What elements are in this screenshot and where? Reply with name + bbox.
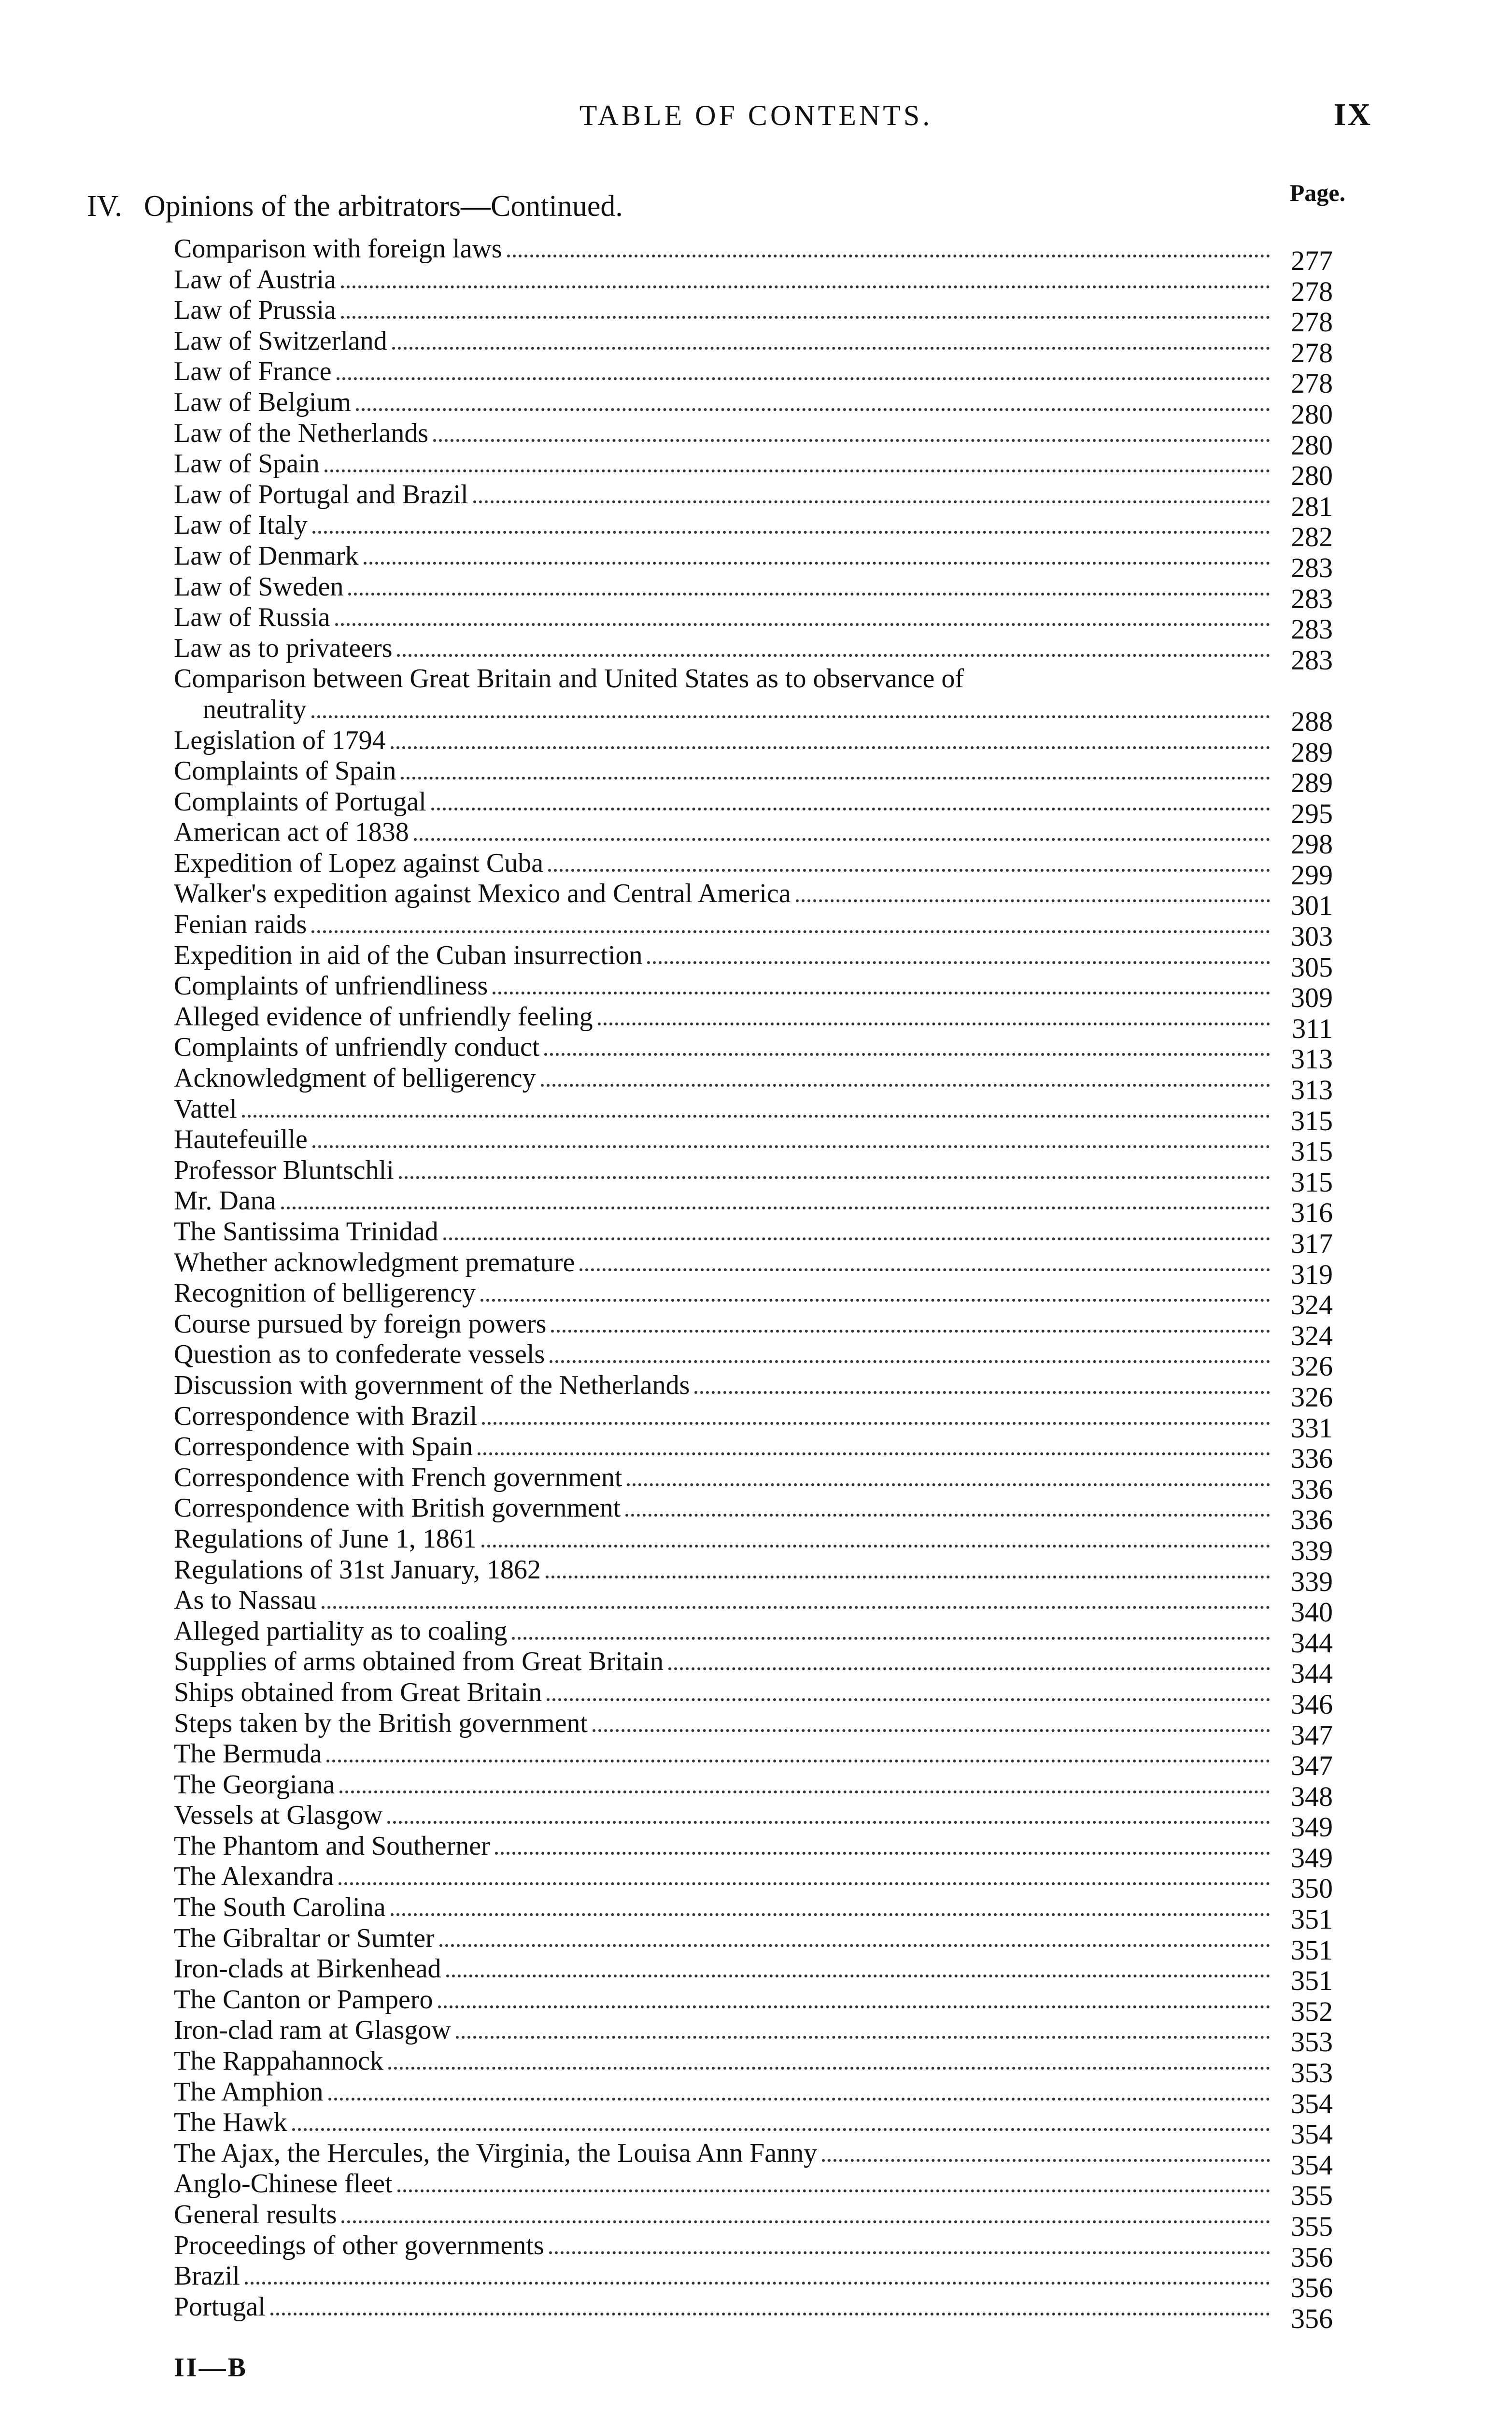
toc-entry-page: 283: [1291, 644, 1333, 676]
section-number: IV.: [87, 190, 122, 223]
toc-entry: [174, 1673, 1333, 1720]
dot-leader: [627, 1458, 1270, 1486]
toc-entry: [174, 1274, 1333, 1321]
toc-entry-page: 313: [1291, 1074, 1333, 1106]
toc-entry: [174, 1980, 1333, 2027]
toc-entry: [174, 1397, 1333, 1444]
toc-entry-page: 356: [1291, 2302, 1333, 2334]
toc-entry-title: Ships obtained from Great Britain: [174, 1677, 542, 1707]
toc-entry-page: 319: [1291, 1258, 1333, 1290]
toc-entry: [174, 659, 1333, 694]
toc-entry-title: The Ajax, the Hercules, the Virginia, the Louisa Ann Fanny: [174, 2138, 818, 2168]
toc-entry-page: 278: [1291, 368, 1333, 399]
toc-entry-page: 324: [1291, 1320, 1333, 1351]
toc-entry-title: Regulations of 31st January, 1862: [174, 1554, 541, 1585]
toc-entry-page: 354: [1291, 2118, 1333, 2150]
signature-mark: II—B: [174, 2353, 248, 2383]
toc-entry: [174, 782, 1333, 829]
toc-entry-page: 352: [1291, 1995, 1333, 2027]
toc-entry: [174, 874, 1333, 922]
dot-leader: [339, 1857, 1270, 1885]
toc-entry-title: Question as to confederate vessels: [174, 1339, 545, 1370]
toc-entry: [174, 2195, 1333, 2242]
toc-entry: [174, 629, 1333, 676]
toc-entry: [174, 1489, 1333, 1536]
toc-entry: [174, 1427, 1333, 1475]
toc-entry: [174, 2226, 1333, 2273]
dot-leader: [548, 844, 1270, 872]
toc-entry-page: 331: [1291, 1412, 1333, 1444]
toc-entry: [174, 1181, 1333, 1229]
toc-entry-title: Law of Austria: [174, 264, 336, 295]
toc-entry: [174, 905, 1333, 952]
dot-leader: [482, 1397, 1270, 1425]
toc-entry-page: 280: [1291, 429, 1333, 461]
toc-entry-page: 356: [1291, 2241, 1333, 2273]
toc-entry-title: The Santissima Trinidad: [174, 1217, 438, 1247]
dot-leader: [328, 2073, 1270, 2101]
dot-leader: [431, 782, 1270, 810]
section-title: Opinions of the arbitrators—Continued.: [144, 190, 623, 223]
toc-entry-page: 347: [1291, 1750, 1333, 1782]
toc-entry-page: 348: [1291, 1780, 1333, 1812]
toc-entry-title: Law of Portugal and Brazil: [174, 479, 468, 510]
toc-entry-title: neutrality: [203, 694, 307, 724]
toc-entry: [174, 1919, 1333, 1966]
dot-leader: [493, 966, 1270, 994]
toc-entry-title: Complaints of unfriendliness: [174, 971, 488, 1001]
toc-entry-title: Alleged evidence of unfriendly feeling: [174, 1001, 593, 1032]
toc-entry: [174, 475, 1333, 522]
dot-leader: [322, 1581, 1270, 1609]
toc-entry: [174, 1120, 1333, 1167]
dot-leader: [312, 506, 1270, 534]
toc-entry-title: Correspondence with Brazil: [174, 1401, 478, 1431]
toc-entry-title: General results: [174, 2200, 337, 2230]
toc-entry-title: American act of 1838: [174, 817, 409, 848]
toc-entry-title: Fenian raids: [174, 909, 307, 940]
toc-entry-page: 305: [1291, 951, 1333, 983]
toc-entry: [174, 1059, 1333, 1106]
toc-entry-page: 281: [1291, 490, 1333, 522]
toc-entry-page: 347: [1291, 1719, 1333, 1751]
toc-entry-page: 283: [1291, 582, 1333, 614]
dot-leader: [312, 1120, 1270, 1148]
toc-entry-title: Walker's expedition against Mexico and Central America: [174, 879, 791, 909]
toc-entry-title: Law as to privateers: [174, 633, 393, 663]
toc-entry: [174, 1090, 1333, 1136]
toc-entry-page: 336: [1291, 1504, 1333, 1536]
toc-entry-title: Law of the Netherlands: [174, 418, 429, 448]
toc-entry-page: 317: [1291, 1228, 1333, 1259]
dot-leader: [625, 1489, 1270, 1517]
dot-leader: [433, 414, 1270, 442]
toc-entry-page: 288: [1291, 705, 1333, 737]
toc-entry: [174, 260, 1333, 307]
section-heading: [87, 189, 623, 224]
toc-entry-page: 301: [1291, 890, 1333, 922]
toc-entry-page: 351: [1291, 1965, 1333, 1997]
toc-entry-title: Law of Russia: [174, 602, 330, 633]
dot-leader: [439, 1919, 1270, 1947]
toc-entry-page: 282: [1291, 521, 1333, 553]
toc-entry-title: The Rappahannock: [174, 2046, 383, 2076]
toc-entry: [174, 2011, 1333, 2058]
dot-leader: [446, 1949, 1270, 1977]
toc-entry-page: 311: [1292, 1012, 1333, 1044]
toc-entry: [174, 2287, 1333, 2334]
toc-entry-title: Proceedings of other governments: [174, 2230, 544, 2260]
toc-entry-page: 280: [1291, 398, 1333, 430]
toc-entry: [174, 383, 1333, 430]
toc-entry-title: Hautefeuille: [174, 1124, 308, 1155]
toc-entry-title: Supplies of arms obtained from Great Britain: [174, 1647, 664, 1677]
dot-leader: [549, 2226, 1270, 2254]
dot-leader: [391, 1888, 1270, 1916]
dot-leader: [480, 1274, 1270, 1302]
toc-entry-title: The Hawk: [174, 2107, 287, 2138]
toc-entry: [174, 352, 1333, 399]
toc-entry-title: Law of Prussia: [174, 295, 336, 326]
dot-leader: [356, 383, 1270, 411]
toc-entry: [174, 997, 1333, 1044]
dot-leader: [388, 2042, 1270, 2070]
toc-entry-title: The South Carolina: [174, 1892, 386, 1923]
dot-leader: [245, 2257, 1270, 2285]
toc-entry-page: 289: [1291, 736, 1333, 768]
toc-entry: [174, 2257, 1333, 2304]
toc-entry-page: 351: [1291, 1934, 1333, 1966]
toc-entry-page: 339: [1291, 1565, 1333, 1597]
toc-entry: [174, 1335, 1333, 1382]
toc-entry-page: 278: [1291, 337, 1333, 369]
dot-leader: [443, 1212, 1270, 1240]
toc-entry: [174, 1550, 1333, 1597]
toc-entry: [174, 1212, 1333, 1259]
toc-entry-page: 315: [1291, 1105, 1333, 1136]
toc-entry-page: 278: [1291, 275, 1333, 307]
dot-leader: [326, 1734, 1270, 1762]
toc-entry-page: 355: [1291, 2180, 1333, 2212]
toc-entry-title: Regulations of June 1, 1861: [174, 1523, 477, 1554]
toc-entry-title: Correspondence with Spain: [174, 1432, 473, 1462]
dot-leader: [387, 1796, 1270, 1824]
toc-entry: [174, 2164, 1333, 2212]
toc-entry-page: 349: [1291, 1811, 1333, 1843]
toc-entry-page: 353: [1291, 2026, 1333, 2058]
toc-entry-title: Discussion with government of the Netherlands: [174, 1370, 690, 1400]
toc-entry-title: The Gibraltar or Sumter: [174, 1923, 435, 1953]
toc-entry-title: Complaints of unfriendly conduct: [174, 1032, 540, 1063]
toc-entry: [174, 1642, 1333, 1690]
dot-leader: [325, 444, 1270, 472]
toc-entry-page: 315: [1291, 1166, 1333, 1198]
toc-entry: [174, 721, 1333, 768]
toc-entry-page: 299: [1291, 859, 1333, 891]
toc-entry-page: 289: [1291, 767, 1333, 799]
toc-entry-title: Complaints of Portugal: [174, 786, 426, 817]
toc-entry-page: 344: [1291, 1627, 1333, 1659]
toc-entry-page: 326: [1291, 1381, 1333, 1413]
dot-leader: [341, 291, 1270, 319]
toc-entry-title: Law of Spain: [174, 449, 320, 479]
dot-leader: [551, 1305, 1270, 1333]
toc-entry-page: 324: [1291, 1289, 1333, 1321]
toc-entry-page: 280: [1291, 460, 1333, 492]
dot-leader: [478, 1427, 1270, 1455]
toc-entry-title: Correspondence with British government: [174, 1493, 621, 1523]
toc-entry-title: Professor Bluntschli: [174, 1155, 394, 1185]
toc-entry: [174, 1458, 1333, 1505]
toc-entry-title: The Amphion: [174, 2076, 324, 2107]
toc-entry-title: Comparison between Great Britain and United States as to observance of: [174, 664, 964, 694]
toc-entry-title: Law of Switzerland: [174, 326, 387, 356]
dot-leader: [348, 568, 1270, 596]
toc-entry: [174, 598, 1333, 645]
toc-entry: [174, 1765, 1333, 1812]
toc-entry: [174, 1734, 1333, 1782]
dot-leader: [341, 2195, 1270, 2223]
toc-entry-title: Course pursued by foreign powers: [174, 1308, 547, 1339]
toc-entry-page: 354: [1291, 2088, 1333, 2119]
dot-leader: [593, 1704, 1270, 1732]
toc-entry-title: Acknowledgment of belligerency: [174, 1063, 536, 1094]
toc-entry: [174, 1243, 1333, 1290]
dot-leader: [668, 1642, 1270, 1670]
toc-entry-title: As to Nassau: [174, 1585, 317, 1616]
toc-entry: [174, 2042, 1333, 2089]
toc-entry-title: Expedition in aid of the Cuban insurrection: [174, 940, 643, 970]
toc-entry-page: 351: [1291, 1904, 1333, 1935]
toc-entry-page: 315: [1291, 1136, 1333, 1167]
dot-leader: [335, 598, 1270, 626]
dot-leader: [438, 1980, 1270, 2008]
dot-leader: [550, 1335, 1270, 1363]
toc-entry-page: 326: [1291, 1350, 1333, 1382]
dot-leader: [397, 2164, 1270, 2192]
toc-entry: [174, 291, 1333, 338]
dot-leader: [544, 1028, 1270, 1056]
toc-entry: [174, 1581, 1333, 1628]
dot-leader: [647, 936, 1270, 964]
toc-entry-title: Brazil: [174, 2261, 240, 2291]
dot-leader: [694, 1366, 1270, 1394]
toc-entry-title: Mr. Dana: [174, 1186, 276, 1216]
dot-leader: [495, 1827, 1270, 1855]
toc-entry: [174, 2103, 1333, 2150]
toc-entry: [174, 2134, 1333, 2181]
toc-entry-title: Legislation of 1794: [174, 725, 386, 755]
toc-entry-page: 349: [1291, 1842, 1333, 1874]
dot-leader: [391, 721, 1270, 749]
toc-entry-title: Law of France: [174, 356, 332, 387]
dot-leader: [337, 352, 1270, 380]
toc-entry: [174, 1888, 1333, 1935]
toc-entry-page: 283: [1291, 613, 1333, 645]
toc-entry-page: 350: [1291, 1873, 1333, 1904]
toc-entry: [174, 966, 1333, 1014]
toc-entry-page: 336: [1291, 1443, 1333, 1475]
dot-leader: [822, 2134, 1270, 2162]
toc-entry-title: The Canton or Pampero: [174, 1984, 433, 2015]
dot-leader: [341, 260, 1270, 288]
toc-entry-title: Recognition of belligerency: [174, 1278, 476, 1308]
toc-entry-title: Portugal: [174, 2291, 266, 2322]
page-column-label: Page.: [1289, 179, 1345, 206]
dot-leader: [242, 1090, 1270, 1118]
toc-entry: [174, 752, 1333, 799]
toc-list: [174, 229, 1333, 2334]
dot-leader: [339, 1765, 1270, 1793]
toc-entry-page: 353: [1291, 2057, 1333, 2089]
toc-entry-page: 313: [1291, 1043, 1333, 1075]
toc-entry: [174, 1949, 1333, 1997]
toc-entry-title: Iron-clads at Birkenhead: [174, 1954, 441, 1984]
toc-entry: [174, 813, 1333, 860]
toc-entry: [174, 414, 1333, 461]
toc-entry: [174, 322, 1333, 369]
toc-entry-page: 309: [1291, 982, 1333, 1014]
dot-leader: [547, 1673, 1270, 1701]
toc-entry: [174, 1827, 1333, 1874]
dot-leader: [456, 2011, 1270, 2039]
toc-entry-page: 316: [1291, 1197, 1333, 1229]
toc-entry: [174, 1796, 1333, 1843]
toc-entry: [174, 1151, 1333, 1198]
toc-entry: [174, 690, 1333, 737]
toc-entry: [174, 1305, 1333, 1351]
toc-entry-page: 344: [1291, 1658, 1333, 1690]
dot-leader: [473, 475, 1270, 503]
toc-entry-title: The Bermuda: [174, 1739, 322, 1769]
dot-leader: [414, 813, 1270, 841]
dot-leader: [292, 2103, 1270, 2131]
toc-entry-title: The Georgiana: [174, 1769, 335, 1800]
toc-entry-title: Comparison with foreign laws: [174, 234, 502, 264]
running-title: TABLE OF CONTENTS.: [579, 99, 933, 131]
toc-entry-page: 283: [1291, 552, 1333, 583]
toc-entry-page: 303: [1291, 921, 1333, 952]
dot-leader: [507, 229, 1270, 257]
toc-entry-title: Vattel: [174, 1094, 237, 1124]
toc-entry: [174, 444, 1333, 492]
page-number: IX: [1333, 97, 1372, 132]
toc-entry-page: 278: [1291, 306, 1333, 338]
toc-entry: [174, 1520, 1333, 1566]
dot-leader: [397, 629, 1270, 657]
dot-leader: [311, 690, 1270, 718]
toc-entry-title: Complaints of Spain: [174, 756, 396, 786]
toc-entry-page: 339: [1291, 1534, 1333, 1566]
toc-entry: [174, 1028, 1333, 1075]
dot-leader: [270, 2287, 1270, 2316]
toc-entry-title: Iron-clad ram at Glasgow: [174, 2015, 451, 2046]
toc-entry-title: Vessels at Glasgow: [174, 1800, 383, 1831]
toc-entry-title: Law of Belgium: [174, 387, 352, 417]
toc-entry-title: The Alexandra: [174, 1861, 334, 1892]
dot-leader: [481, 1520, 1270, 1548]
dot-leader: [579, 1243, 1270, 1271]
toc-entry: [174, 506, 1333, 553]
toc-entry-title: The Phantom and Southerner: [174, 1831, 490, 1861]
toc-entry: [174, 537, 1333, 583]
toc-entry-title: Law of Italy: [174, 510, 308, 540]
dot-leader: [541, 1059, 1270, 1087]
toc-entry-title: Anglo-Chinese fleet: [174, 2169, 393, 2199]
toc-entry-page: 340: [1291, 1596, 1333, 1628]
dot-leader: [399, 1151, 1270, 1179]
dot-leader: [512, 1612, 1270, 1640]
dot-leader: [598, 997, 1270, 1025]
dot-leader: [392, 322, 1270, 350]
toc-entry: [174, 1612, 1333, 1659]
toc-entry-page: 346: [1291, 1688, 1333, 1720]
dot-leader: [546, 1550, 1270, 1578]
toc-entry-title: Expedition of Lopez against Cuba: [174, 848, 544, 878]
toc-entry-title: Correspondence with French government: [174, 1462, 622, 1492]
toc-entry-title: Law of Denmark: [174, 540, 359, 571]
toc-entry-page: 336: [1291, 1473, 1333, 1505]
toc-entry-page: 355: [1291, 2211, 1333, 2242]
toc-entry: [174, 568, 1333, 614]
toc-entry: [174, 1366, 1333, 1413]
toc-entry: [174, 1704, 1333, 1751]
toc-entry-title: Steps taken by the British government: [174, 1708, 588, 1738]
toc-entry-page: 298: [1291, 828, 1333, 860]
toc-entry: [174, 229, 1333, 276]
toc-entry-page: 295: [1291, 797, 1333, 829]
toc-entry: [174, 936, 1333, 983]
toc-entry-page: 354: [1291, 2149, 1333, 2181]
toc-entry: [174, 844, 1333, 891]
toc-entry: [174, 2073, 1333, 2119]
dot-leader: [311, 905, 1270, 933]
toc-entry-page: 356: [1291, 2272, 1333, 2304]
dot-leader: [281, 1181, 1270, 1209]
toc-entry-title: Whether acknowledgment premature: [174, 1247, 575, 1278]
toc-entry-title: Alleged partiality as to coaling: [174, 1616, 508, 1646]
toc-entry: [174, 1857, 1333, 1904]
toc-entry-page: 277: [1291, 245, 1333, 276]
toc-entry-title: Law of Sweden: [174, 571, 344, 602]
dot-leader: [796, 874, 1270, 902]
dot-leader: [364, 537, 1270, 565]
dot-leader: [401, 752, 1270, 780]
